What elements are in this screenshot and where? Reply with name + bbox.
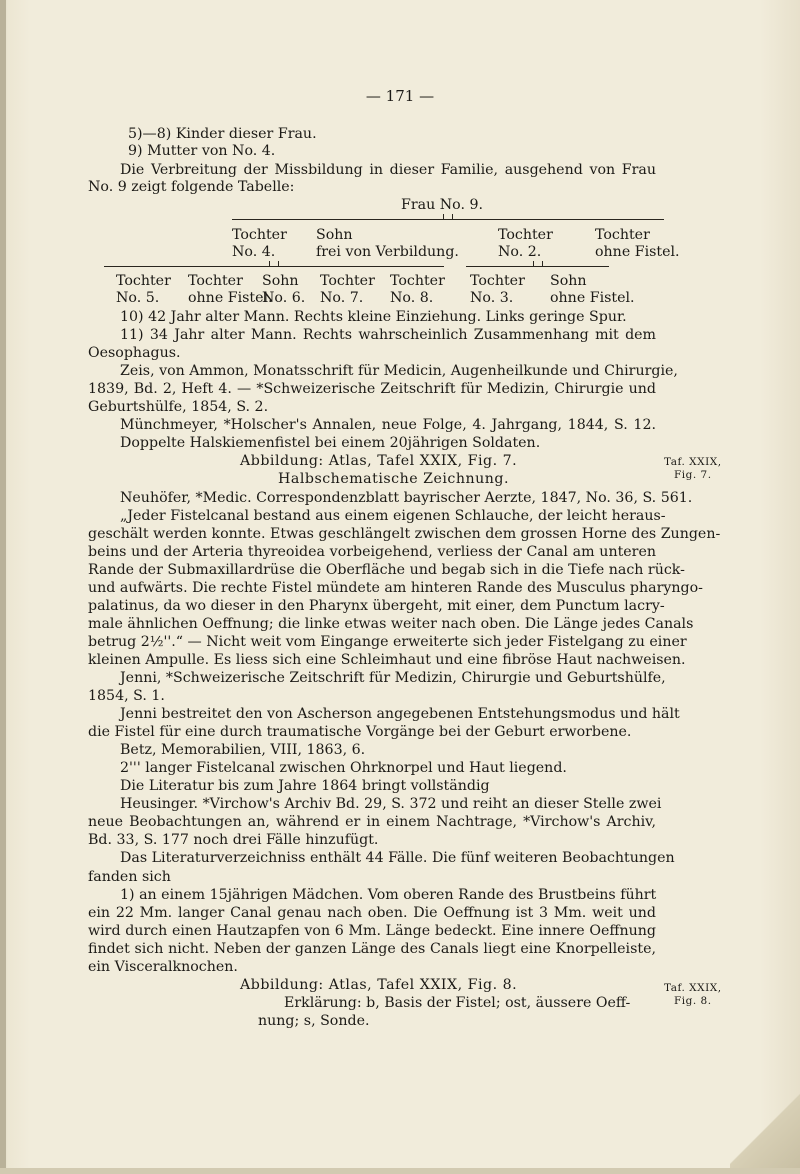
text-line: 11) 34 Jahr alter Mann. Rechts wahrscheinlich Zusammenhang mit dem — [120, 327, 656, 343]
table-brace-2 — [104, 266, 444, 267]
page-number: — 171 — — [365, 87, 435, 105]
margin-note-fig7 — [664, 456, 722, 482]
text-line: Erklärung: b, Basis der Fistel; ost, äussere Oeff- — [284, 995, 631, 1011]
table-cell: Sohn — [316, 227, 353, 243]
table-cell: Tochter — [498, 227, 553, 243]
table-cell: ohne Fistel. — [550, 290, 635, 306]
text-line: Halbschematische Zeichnung. — [278, 471, 510, 487]
text-line: Abbildung: Atlas, Tafel XXIX, Fig. 7. — [240, 453, 518, 469]
text-line: Zeis, von Ammon, Monatsschrift für Medicin, Augenheilkunde und Chirurgie, — [120, 363, 678, 379]
text-line: 10) 42 Jahr alter Mann. Rechts kleine Einziehung. Links geringe Spur. — [120, 309, 627, 325]
table-cell: Tochter — [390, 273, 445, 289]
table-brace-1 — [232, 219, 664, 220]
table-cell: Sohn — [550, 273, 587, 289]
text-line: Oesophagus. — [88, 345, 181, 361]
text-line: betrug 2½''.“ — Nicht weit vom Eingange erweiterte sich jeder Fistelgang zu einer — [88, 634, 687, 650]
text-line: Abbildung: Atlas, Tafel XXIX, Fig. 8. — [240, 977, 518, 993]
table-cell: Tochter — [188, 273, 243, 289]
text-line: No. 9 zeigt folgende Tabelle: — [88, 179, 295, 195]
margin-note-line: Fig. 7. — [674, 469, 712, 481]
margin-note-line: Fig. 8. — [674, 995, 712, 1007]
page-bottom-edge — [0, 1168, 800, 1174]
text-line: Die Verbreitung der Missbildung in dieser Familie, ausgehend von Frau — [120, 162, 656, 178]
text-line: wird durch einen Hautzapfen von 6 Mm. Länge bedeckt. Eine innere Oeffnung — [88, 923, 656, 939]
text-line: Das Literaturverzeichniss enthält 44 Fälle. Die fünf weiteren Beobachtungen — [120, 850, 675, 866]
text-line: und aufwärts. Die rechte Fistel mündete am hinteren Rande des Musculus pharyngo- — [88, 580, 703, 596]
text-line: 1) an einem 15jährigen Mädchen. Vom oberen Rande des Brustbeins führt — [120, 887, 657, 903]
table-cell: Tochter — [470, 273, 525, 289]
table-cell: No. 3. — [470, 290, 514, 306]
text-line: 1839, Bd. 2, Heft 4. — *Schweizerische Zeitschrift für Medizin, Chirurgie und — [88, 381, 656, 397]
text-line: „Jeder Fistelcanal bestand aus einem eigenen Schlauche, der leicht heraus- — [120, 508, 666, 524]
table-cell: No. 2. — [498, 244, 542, 260]
table-cell: Sohn — [262, 273, 299, 289]
text-line: Jenni, *Schweizerische Zeitschrift für Medizin, Chirurgie und Geburtshülfe, — [120, 670, 666, 686]
table-brace-3 — [466, 266, 609, 267]
text-line: die Fistel für eine durch traumatische Vorgänge bei der Geburt erworbene. — [88, 724, 632, 740]
text-line: Betz, Memorabilien, VIII, 1863, 6. — [120, 742, 366, 758]
text-line: 5)—8) Kinder dieser Frau. — [128, 126, 317, 142]
text-line: geschält werden konnte. Etwas geschlängelt zwischen dem grossen Horne des Zungen- — [88, 526, 721, 542]
text-line: Bd. 33, S. 177 noch drei Fälle hinzufügt. — [88, 832, 379, 848]
page-spine-edge — [0, 0, 6, 1174]
table-cell: No. 6. — [262, 290, 306, 306]
text-line: Münchmeyer, *Holscher's Annalen, neue Folge, 4. Jahrgang, 1844, S. 12. — [120, 417, 656, 433]
text-line: findet sich nicht. Neben der ganzen Länge des Canals liegt eine Knorpelleiste, — [88, 941, 656, 957]
text-line: fanden sich — [88, 869, 171, 885]
text-line: ein 22 Mm. langer Canal genau nach oben. Die Oeffnung ist 3 Mm. weit und — [88, 905, 656, 921]
text-line: ein Visceralknochen. — [88, 959, 238, 975]
text-line: 1854, S. 1. — [88, 688, 165, 704]
text-line: male ähnlichen Oeffnung; die linke etwas weiter nach oben. Die Länge jedes Canals — [88, 616, 694, 632]
table-root: Frau No. 9. — [401, 197, 483, 213]
table-cell: frei von Verbildung. — [316, 244, 459, 260]
table-cell: No. 5. — [116, 290, 160, 306]
table-cell: No. 7. — [320, 290, 364, 306]
text-line: Rande der Submaxillardrüse die Oberfläche und begab sich in die Tiefe nach rück- — [88, 562, 685, 578]
table-cell: Tochter — [116, 273, 171, 289]
margin-note-fig8 — [664, 982, 722, 1008]
text-line: neue Beobachtungen an, während er in einem Nachtrage, *Virchow's Archiv, — [88, 814, 656, 830]
text-line: beins und der Arteria thyreoidea vorbeigehend, verliess der Canal am unteren — [88, 544, 656, 560]
text-line: 9) Mutter von No. 4. — [128, 143, 276, 159]
text-line: Doppelte Halskiemenfistel bei einem 20jährigen Soldaten. — [120, 435, 541, 451]
table-cell: Tochter — [232, 227, 287, 243]
text-line: Neuhöfer, *Medic. Correspondenzblatt bayrischer Aerzte, 1847, No. 36, S. 561. — [120, 490, 693, 506]
folded-page-corner — [730, 1064, 800, 1174]
text-line: Heusinger. *Virchow's Archiv Bd. 29, S. 372 und reiht an dieser Stelle zwei — [120, 796, 662, 812]
margin-note-line: Taf. XXIX, — [664, 456, 722, 468]
table-cell: No. 4. — [232, 244, 276, 260]
table-cell: Tochter — [320, 273, 375, 289]
table-cell: ohne Fistel. — [595, 244, 680, 260]
text-line: 2''' langer Fistelcanal zwischen Ohrknorpel und Haut liegend. — [120, 760, 567, 776]
text-line: Geburtshülfe, 1854, S. 2. — [88, 399, 269, 415]
margin-note-line: Taf. XXIX, — [664, 982, 722, 994]
text-line: palatinus, da wo dieser in den Pharynx übergeht, mit einer, dem Punctum lacry- — [88, 598, 665, 614]
table-cell: No. 8. — [390, 290, 434, 306]
text-line: kleinen Ampulle. Es liess sich eine Schleimhaut und eine fibröse Haut nachweisen. — [88, 652, 686, 668]
text-line: Die Literatur bis zum Jahre 1864 bringt vollständig — [120, 778, 490, 794]
text-line: nung; s, Sonde. — [258, 1013, 370, 1029]
text-line: Jenni bestreitet den von Ascherson angegebenen Entstehungsmodus und hält — [120, 706, 680, 722]
table-cell: Tochter — [595, 227, 650, 243]
table-cell: ohne Fistel. — [188, 290, 273, 306]
